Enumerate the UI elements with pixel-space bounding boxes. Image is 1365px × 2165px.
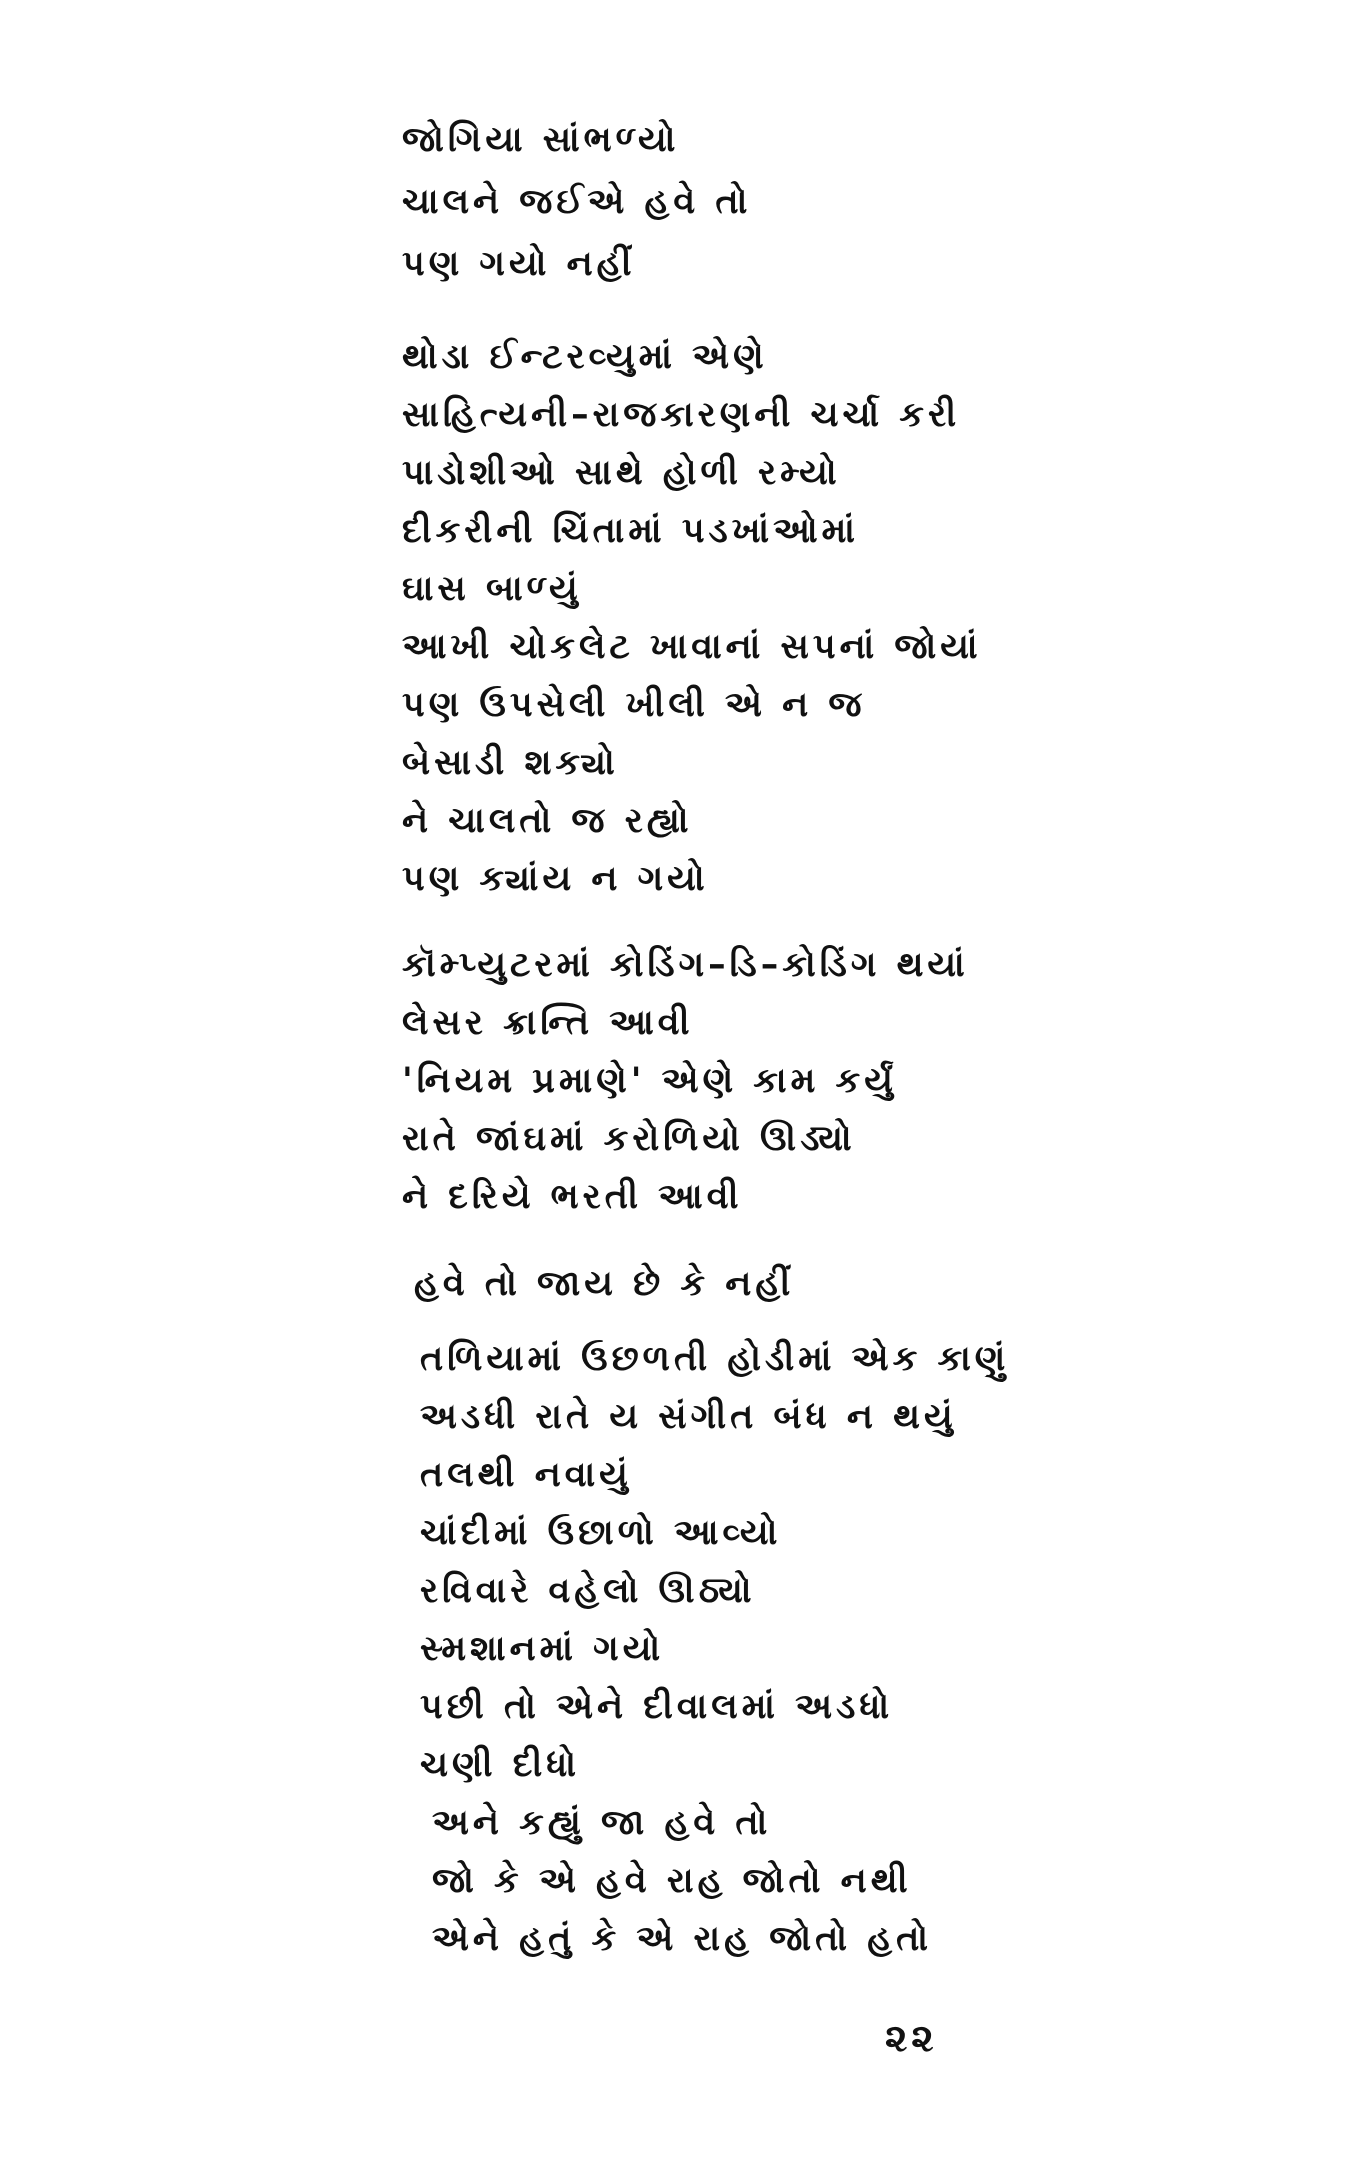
- poem-line: પણ ઉપસેલી ખીલી એ ન જ: [402, 685, 866, 725]
- poem-line: એને હતું કે એ રાહ જોતો હતો: [432, 1919, 933, 1959]
- poem-line: સાહિત્યની–રાજકારણની ચર્ચા કરી: [402, 395, 961, 435]
- poem-line: લેસર ક્રાન્તિ આવી: [402, 1003, 694, 1043]
- poem-line: પછી તો એને દીવાલમાં અડધો: [420, 1687, 894, 1727]
- poem-line: બેસાડી શક્યો: [402, 743, 619, 783]
- poem-line: ને ચાલતો જ રહ્યો: [402, 801, 693, 841]
- poem-line: તળિયામાં ઉછળતી હોડીમાં એક કાણું: [420, 1339, 1010, 1379]
- poem-line: ચાલને જઈએ હવે તો: [402, 182, 752, 222]
- poem-line: પાડોશીઓ સાથે હોળી રમ્યો: [402, 453, 841, 493]
- poem-line: હવે તો જાય છે કે નહીં: [414, 1264, 795, 1304]
- poem-line: દીકરીની ચિંતામાં પડખાંઓમાં: [402, 511, 859, 551]
- poem-line: તલથી નવાયું: [420, 1455, 632, 1495]
- poem-line: અને કહ્યું જા હવે તો: [432, 1803, 772, 1843]
- poem-line: ચણી દીધો: [420, 1745, 581, 1785]
- poem-line: અડધી રાતે ય સંગીત બંધ ન થયું: [420, 1397, 957, 1437]
- poem-line: આખી ચોકલેટ ખાવાનાં સપનાં જોયાં: [402, 627, 982, 667]
- poem-line: કૉમ્પ્યુટરમાં કોડિંગ–ડિ–કોડિંગ થયાં: [402, 945, 969, 985]
- poem-line: જોગિયા સાંભળ્યો: [402, 120, 680, 160]
- poem-line: ને દરિયે ભરતી આવી: [402, 1177, 743, 1217]
- poem-line: સ્મશાનમાં ગયો: [420, 1629, 665, 1669]
- poem-line: ઘાસ બાળ્યું: [402, 569, 582, 609]
- poem-line: થોડા ઈન્ટરવ્યુમાં એણે: [402, 337, 768, 377]
- poem-line: રવિવારે વહેલો ઊઠ્યો: [420, 1571, 756, 1611]
- poem-line: જો કે એ હવે રાહ જોતો નથી: [432, 1861, 912, 1901]
- poem-line: ચાંદીમાં ઉછાળો આવ્યો: [420, 1513, 782, 1553]
- poem-line: પણ ક્યાંય ન ગયો: [402, 859, 709, 899]
- poem-line: પણ ગયો નહીં: [402, 244, 636, 284]
- page-number: ૨૨: [885, 2016, 938, 2060]
- poem-line: 'નિયમ પ્રમાણે' એણે કામ કર્યું: [402, 1061, 897, 1101]
- poem-line: રાતે જાંઘમાં કરોળિયો ઊડ્યો: [402, 1119, 856, 1159]
